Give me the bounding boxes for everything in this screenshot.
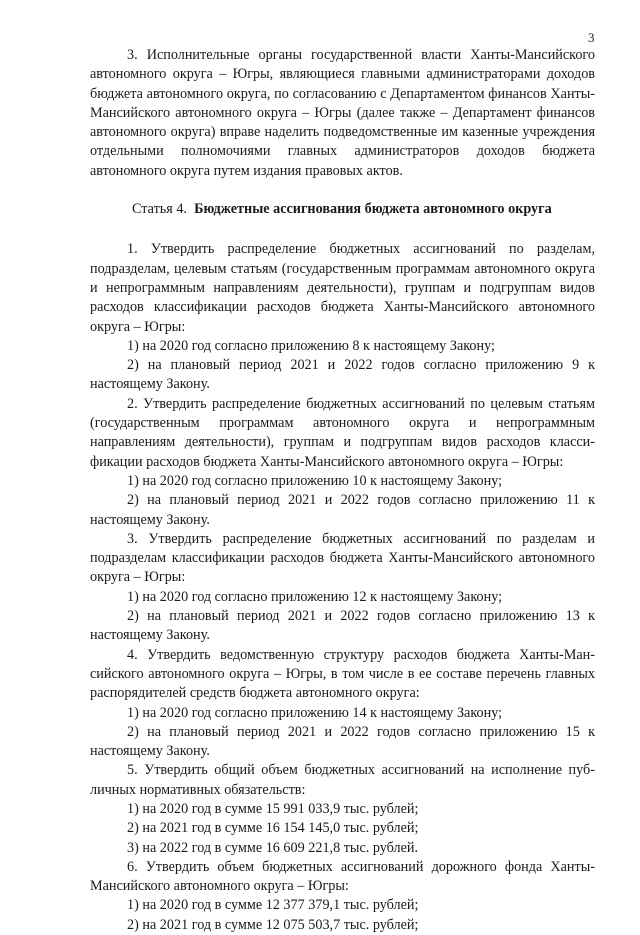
document-body <box>90 46 595 935</box>
list-item: 1) на 2020 год согласно приложению 10 к настоящему Закону; <box>127 472 503 489</box>
list-item: 2) на 2021 год в сумме 16 154 145,0 тыс. рублей; <box>127 820 419 837</box>
list-item: 2) на плановый период 2021 и 2022 годов согласно приложению 13 к настоящему Закону. <box>90 608 595 644</box>
list-item: 2) на плановый период 2021 и 2022 годов согласно приложению 11 к настоящему Закону. <box>90 492 595 528</box>
list-item: 1) на 2020 год согласно приложению 12 к настоящему Закону; <box>127 588 503 605</box>
paragraph: 3. Утвердить распределение бюджетных ассигнований по разделам и подразделам классификации расходов бюджета Ханты-Мансийского автономного округа – Югры: <box>90 530 595 586</box>
list-item: 1) на 2020 год согласно приложению 14 к настоящему Закону; <box>127 704 503 721</box>
paragraph: 5. Утвердить общий объем бюджетных ассигнований на исполнение публичных нормативных обязательств: <box>90 762 595 798</box>
list-item: 1) на 2020 год в сумме 15 991 033,9 тыс. рублей; <box>127 800 419 817</box>
article-heading <box>90 200 595 219</box>
list-item: 2) на плановый период 2021 и 2022 годов согласно приложению 9 к настоящему Закону. <box>90 357 595 393</box>
article-title: Бюджетные ассигнования бюджета автономного округа <box>194 201 552 218</box>
paragraph-3-executive-bodies: 3. Исполнительные органы государственной власти Ханты-Мансийского автономного округа – Югры, являющиеся главными администраторами доходов бюджета автономного округа, по согласованию с Департаментом финансов Ханты-Мансийского автономного округа – Югры (далее также – Департамент финансов автономного округа) вправе наделить подведомственные им казенные учреждения отдельными полномочиями главных администраторов доходов бюджета автономного округа путем издания правовых актов. <box>90 47 595 179</box>
list-item: 2) на плановый период 2021 и 2022 годов согласно приложению 15 к настоящему Закону. <box>90 723 595 760</box>
paragraph: 2. Утвердить распределение бюджетных ассигнований по целевым статьям (государственным программам автономного округа и непрограммным направлениям деятельности), группам и подгруппам видов расходов классификации расходов бюджета Ханты-Мансийского автономного округа – Югры: <box>90 395 595 470</box>
page-number: 3 <box>588 30 595 45</box>
list-item: 1) на 2020 год согласно приложению 8 к настоящему Закону; <box>127 337 495 354</box>
list-item: 2) на 2021 год в сумме 12 075 503,7 тыс. рублей; <box>127 916 419 933</box>
paragraph: 4. Утвердить ведомственную структуру расходов бюджета Ханты-Мансийского автономного округа – Югры, в том числе в ее составе перечень главных распорядителей средств бюджета автономного округа: <box>90 646 595 702</box>
paragraph: 6. Утвердить объем бюджетных ассигнований дорожного фонда Ханты-Мансийского автономного округа – Югры: <box>90 858 595 895</box>
article-prefix: Статья 4. <box>132 201 187 218</box>
list-item: 3) на 2022 год в сумме 16 609 221,8 тыс. рублей. <box>127 839 419 856</box>
list-item: 1) на 2020 год в сумме 12 377 379,1 тыс. рублей; <box>127 897 419 914</box>
paragraph: 1. Утвердить распределение бюджетных ассигнований по разделам, подразделам, целевым статьям (государственным программам автономного округа и непрограммным направлениям деятельности), группам и подгруппам видов расходов классификации расходов бюджета Ханты-Мансийского автономного округа – Югры: <box>90 241 595 335</box>
